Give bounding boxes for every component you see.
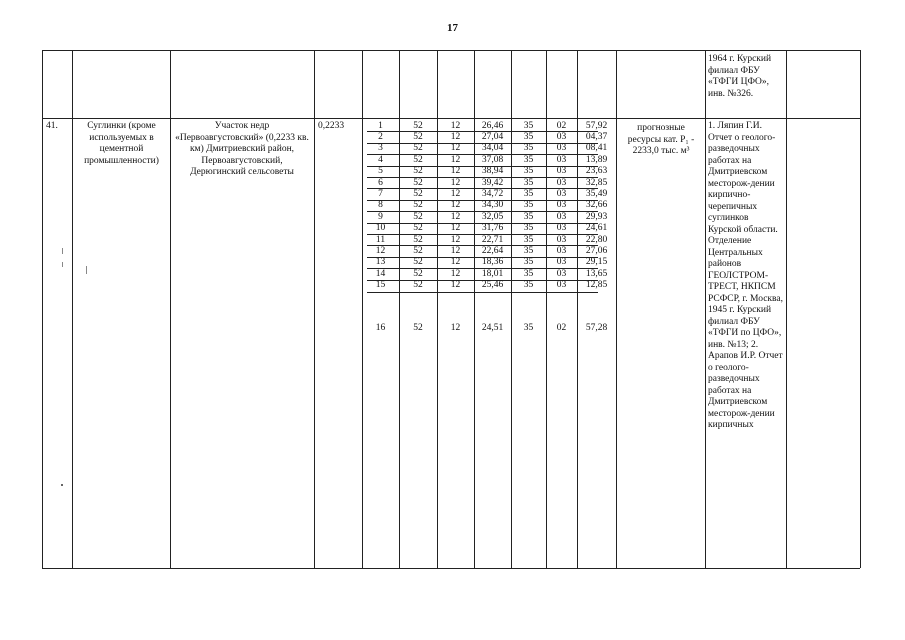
- lon-min: 03: [556, 200, 567, 211]
- lon-sec: 29,15: [585, 257, 608, 268]
- lon-sec: 13,65: [585, 268, 608, 279]
- lat-sec: 27,04: [481, 131, 504, 142]
- lat-min: 12: [450, 322, 461, 333]
- lon-min: 03: [556, 280, 567, 291]
- lon-min: 03: [556, 131, 567, 142]
- row-divider: [42, 118, 860, 119]
- point-number: 14: [375, 268, 386, 279]
- lon-deg: 35: [523, 268, 534, 279]
- lat-min: 12: [450, 188, 461, 199]
- point-number: 16: [375, 322, 386, 333]
- lon-deg: 35: [523, 120, 534, 131]
- lat-min: 12: [450, 177, 461, 188]
- lat-sec: 34,04: [481, 143, 504, 154]
- lat-sec: 34,72: [481, 188, 504, 199]
- lon-min: 03: [556, 143, 567, 154]
- lon-sec: 12,85: [585, 280, 608, 291]
- point-number: 15: [375, 280, 386, 291]
- point-number: 11: [375, 234, 386, 245]
- lat-min: 12: [450, 280, 461, 291]
- lon-sec: 13,89: [585, 154, 608, 165]
- lon-deg: 35: [523, 143, 534, 154]
- lon-deg: 35: [523, 200, 534, 211]
- point-number: 4: [378, 154, 383, 165]
- lon-sec: 35,49: [585, 188, 608, 199]
- lon-min: 03: [556, 188, 567, 199]
- lon-deg: 35: [523, 245, 534, 256]
- lat-deg: 52: [413, 177, 423, 188]
- point-number: 9: [378, 211, 383, 222]
- lon-sec: 27,06: [585, 245, 608, 256]
- col-border: [616, 50, 617, 568]
- lon-min: 03: [556, 234, 567, 245]
- lat-min: 12: [450, 211, 461, 222]
- lon-deg: 35: [523, 211, 534, 222]
- lon-sec: 08,41: [585, 143, 608, 154]
- lat-sec: 34,30: [481, 200, 504, 211]
- col-border: [170, 50, 171, 568]
- lat-sec: 24,51: [481, 322, 504, 333]
- table-top-border: [42, 50, 860, 51]
- lon-min: 03: [556, 154, 567, 165]
- lon-sec: 57,28: [585, 322, 608, 333]
- lat-deg: 52: [413, 143, 423, 154]
- lon-deg: 35: [523, 177, 534, 188]
- lat-sec: 39,42: [481, 177, 504, 188]
- lat-deg: 52: [413, 245, 423, 256]
- lon-deg: 35: [523, 280, 534, 291]
- lon-deg: 35: [523, 188, 534, 199]
- lon-min: 03: [556, 268, 567, 279]
- col-border: [705, 50, 706, 568]
- lat-sec: 31,76: [481, 223, 504, 234]
- lat-min: 12: [450, 268, 461, 279]
- lat-min: 12: [450, 257, 461, 268]
- area-value: 0,2233: [318, 121, 345, 131]
- lon-sec: 23,63: [585, 166, 608, 177]
- lon-min: 03: [556, 211, 567, 222]
- point-number: 5: [378, 166, 383, 177]
- lon-deg: 35: [523, 257, 534, 268]
- lon-sec: 32,85: [585, 177, 608, 188]
- lon-min: 02: [556, 322, 567, 333]
- lat-deg: 52: [413, 257, 423, 268]
- lon-min: 03: [556, 257, 567, 268]
- lon-deg: 35: [523, 234, 534, 245]
- lon-sec: 32,66: [585, 200, 608, 211]
- page-number: 17: [447, 22, 458, 34]
- lon-deg: 35: [523, 166, 534, 177]
- lon-sec: 57,92: [585, 120, 608, 131]
- scan-mark: [62, 248, 63, 254]
- coordinate-row-line: [367, 292, 598, 293]
- lon-min: 03: [556, 245, 567, 256]
- lon-min: 03: [556, 166, 567, 177]
- scan-mark: [61, 484, 63, 486]
- lon-sec: 22,80: [585, 234, 608, 245]
- source-cell-continued: 1964 г. Курский филиал ФБУ «ТФГИ ЦФО», инв. №326.: [708, 54, 772, 99]
- col-border: [860, 50, 861, 568]
- lat-deg: 52: [413, 234, 423, 245]
- lon-min: 02: [556, 120, 567, 131]
- resources-text: прогнозные ресурсы кат. P₁ - 2233,0 тыс. м³: [627, 123, 695, 156]
- lat-deg: 52: [413, 188, 423, 199]
- col-border: [72, 50, 73, 568]
- lat-min: 12: [450, 166, 461, 177]
- point-number: 2: [378, 131, 383, 142]
- lat-deg: 52: [413, 280, 423, 291]
- scan-mark: [62, 262, 63, 267]
- lon-deg: 35: [523, 223, 534, 234]
- col-border: [786, 50, 787, 568]
- lon-deg: 35: [523, 131, 534, 142]
- lon-sec: 29,93: [585, 211, 608, 222]
- lat-deg: 52: [413, 200, 423, 211]
- lat-deg: 52: [413, 223, 423, 234]
- point-number: 3: [378, 143, 383, 154]
- lon-deg: 35: [523, 322, 534, 333]
- point-number: 7: [378, 188, 383, 199]
- entry-index: 41.: [46, 121, 58, 131]
- point-number: 13: [375, 257, 386, 268]
- point-number: 8: [378, 200, 383, 211]
- lat-sec: 37,08: [481, 154, 504, 165]
- col-border: [314, 50, 315, 568]
- lon-min: 03: [556, 177, 567, 188]
- sources-text: 1. Ляпин Г.И. Отчет о геолого-разведочных работах на Дмитриевском месторож-дении кирпично-черепичных суглинков Курской области. Отделение Центральных районов ГЕОЛСТРОМ-ТРЕСТ, НКПСМ РСФСР, г. Москва, 1945 г. Курский филиал ФБУ «ТФГИ по ЦФО», инв. №13; 2. Арапов И.Р. Отчет о геолого-разведочных работах на Дмитриевском месторож-дении кирпичных: [708, 121, 783, 430]
- lat-sec: 26,46: [481, 120, 504, 131]
- lat-min: 12: [450, 154, 461, 165]
- lat-sec: 22,64: [481, 245, 504, 256]
- lat-min: 12: [450, 143, 461, 154]
- mineral-name: Суглинки (кроме используемых в цементной промышленности): [84, 121, 159, 166]
- scan-mark: [86, 266, 87, 274]
- lat-deg: 52: [413, 131, 423, 142]
- lat-sec: 38,94: [481, 166, 504, 177]
- lat-deg: 52: [413, 268, 423, 279]
- lat-sec: 32,05: [481, 211, 504, 222]
- lon-min: 03: [556, 223, 567, 234]
- lat-min: 12: [450, 200, 461, 211]
- table-bottom-border: [42, 568, 860, 569]
- lat-sec: 22,71: [481, 234, 504, 245]
- lat-min: 12: [450, 245, 461, 256]
- lon-sec: 24,61: [585, 223, 608, 234]
- lat-sec: 25,46: [481, 280, 504, 291]
- col-border: [42, 50, 43, 568]
- lat-deg: 52: [413, 166, 423, 177]
- lat-sec: 18,01: [481, 268, 504, 279]
- lat-deg: 52: [413, 120, 423, 131]
- point-number: 6: [378, 177, 383, 188]
- point-number: 1: [378, 120, 383, 131]
- lat-deg: 52: [413, 154, 423, 165]
- lat-sec: 18,36: [481, 257, 504, 268]
- point-number: 12: [375, 245, 386, 256]
- lon-sec: 04,37: [585, 131, 608, 142]
- lat-min: 12: [450, 223, 461, 234]
- lat-deg: 52: [413, 211, 423, 222]
- site-description: Участок недр «Первоавгустовский» (0,2233 кв. км) Дмитриевский район, Первоавгустовский, Дерюгинский сельсоветы: [175, 121, 309, 177]
- lat-min: 12: [450, 120, 461, 131]
- lat-min: 12: [450, 131, 461, 142]
- lon-deg: 35: [523, 154, 534, 165]
- lat-deg: 52: [413, 322, 423, 333]
- lat-min: 12: [450, 234, 461, 245]
- point-number: 10: [375, 223, 386, 234]
